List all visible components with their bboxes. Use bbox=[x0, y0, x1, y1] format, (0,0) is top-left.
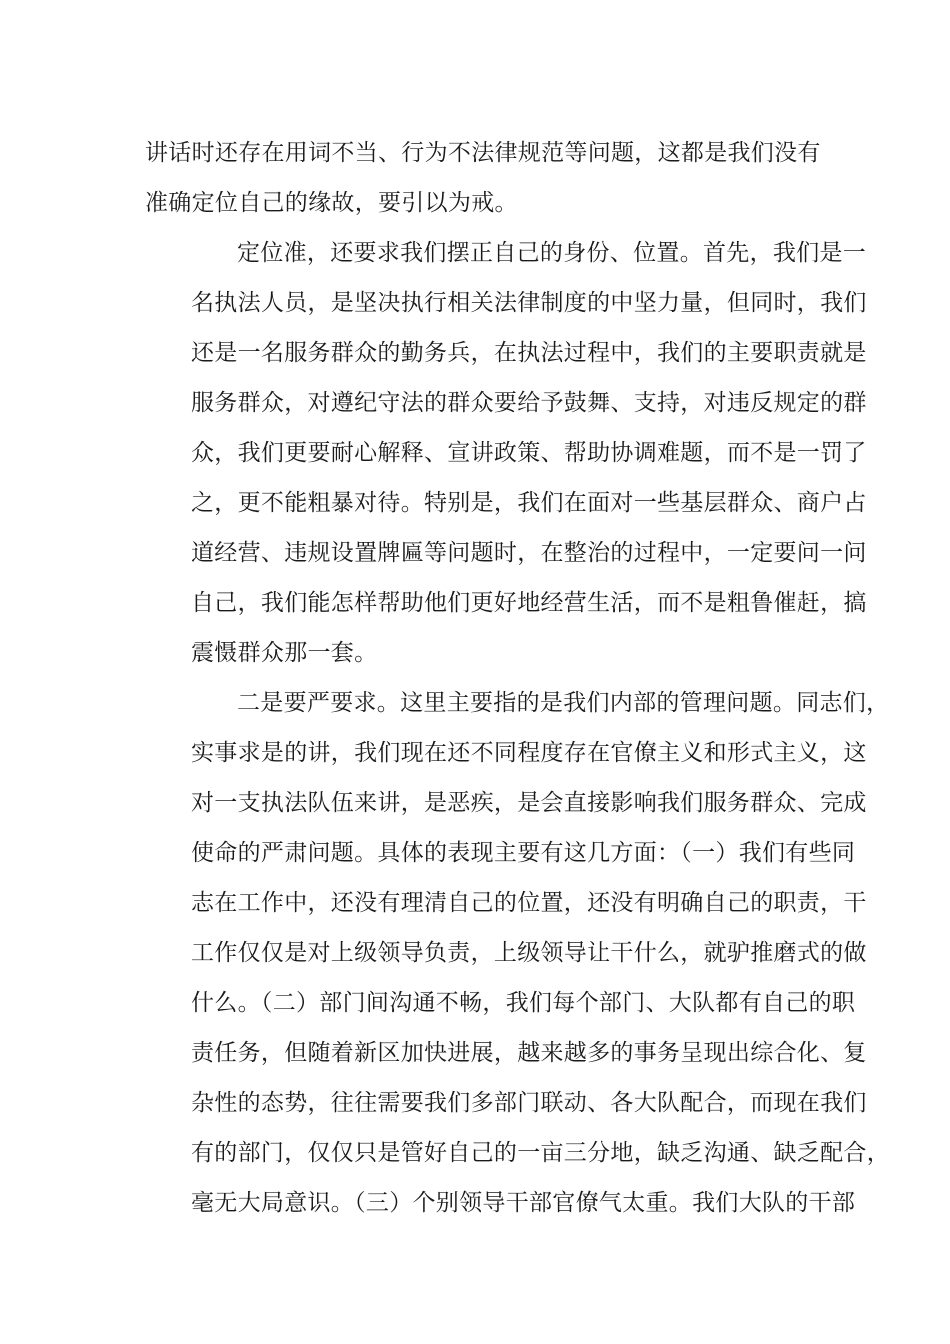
text-line: 讲话时还存在用词不当、行为不法律规范等问题，这都是我们没有 bbox=[145, 140, 821, 166]
text-line: 二是要严要求。这里主要指的是我们内部的管理问题。同志们， bbox=[237, 690, 890, 716]
paragraph-1 bbox=[145, 128, 820, 228]
text-line: 众，我们更要耐心解释、宣讲政策、帮助协调难题，而不是一罚了 bbox=[191, 440, 867, 466]
text-line: 有的部门，仅仅只是管好自己的一亩三分地，缺乏沟通、缺乏配合， bbox=[191, 1140, 890, 1166]
text-line: 之，更不能粗暴对待。特别是，我们在面对一些基层群众、商户占 bbox=[191, 490, 867, 516]
text-line: 服务群众，对遵纪守法的群众要给予鼓舞、支持，对违反规定的群 bbox=[191, 390, 867, 416]
text-line: 责任务，但随着新区加快进展，越来越多的事务呈现出综合化、复 bbox=[191, 1040, 867, 1066]
text-line: 对一支执法队伍来讲，是恶疾，是会直接影响我们服务群众、完成 bbox=[191, 790, 867, 816]
document-body bbox=[145, 128, 890, 1228]
text-line: 工作仅仅是对上级领导负责，上级领导让干什么，就驴推磨式的做 bbox=[191, 940, 867, 966]
text-line: 名执法人员，是坚决执行相关法律制度的中坚力量，但同时，我们 bbox=[191, 290, 867, 316]
text-line: 还是一名服务群众的勤务兵，在执法过程中，我们的主要职责就是 bbox=[191, 340, 867, 366]
text-line: 杂性的态势，往往需要我们多部门联动、各大队配合，而现在我们 bbox=[191, 1090, 867, 1116]
text-line: 什么。（二）部门间沟通不畅，我们每个部门、大队都有自己的职 bbox=[191, 990, 856, 1016]
text-line: 震慑群众那一套。 bbox=[191, 640, 378, 666]
text-line: 定位准，还要求我们摆正自己的身份、位置。首先，我们是一 bbox=[237, 240, 867, 266]
text-line: 道经营、违规设置牌匾等问题时，在整治的过程中，一定要问一问 bbox=[191, 540, 867, 566]
paragraph-3 bbox=[145, 678, 890, 1228]
text-line: 准确定位自己的缘故，要引以为戒。 bbox=[145, 190, 518, 216]
text-line: 自己，我们能怎样帮助他们更好地经营生活，而不是粗鲁催赶，搞 bbox=[191, 590, 867, 616]
text-line: 毫无大局意识。（三）个别领导干部官僚气太重。我们大队的干部 bbox=[191, 1190, 856, 1216]
paragraph-2 bbox=[145, 228, 867, 678]
text-line: 使命的严肃问题。具体的表现主要有这几方面：（一）我们有些同 bbox=[191, 840, 856, 866]
text-line: 实事求是的讲，我们现在还不同程度存在官僚主义和形式主义，这 bbox=[191, 740, 867, 766]
text-line: 志在工作中，还没有理清自己的位置，还没有明确自己的职责，干 bbox=[191, 890, 867, 916]
